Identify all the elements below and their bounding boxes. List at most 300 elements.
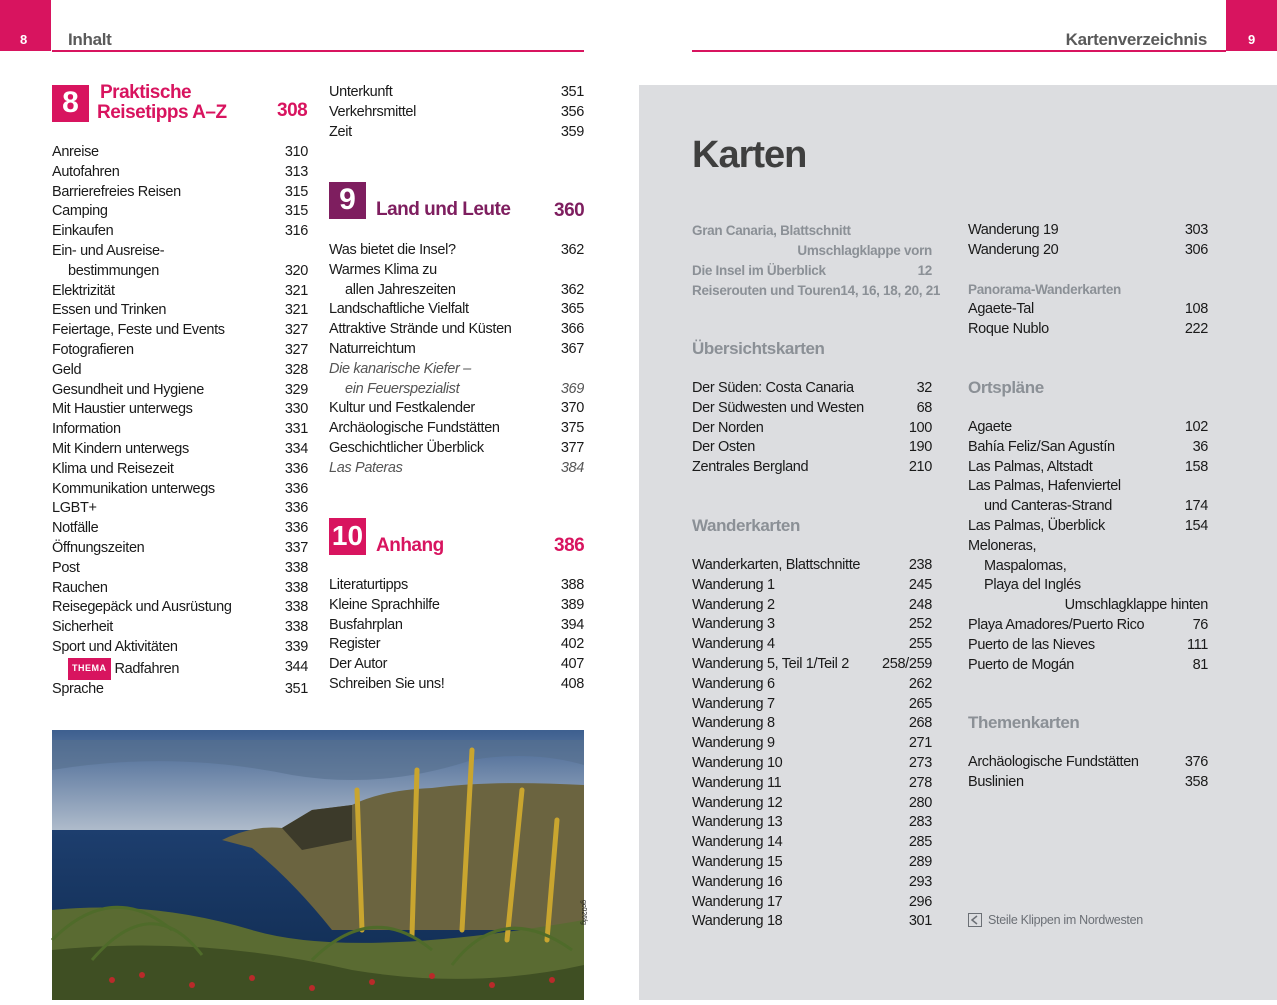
toc-entry [329, 616, 584, 636]
toc-entry-page: 388 [560, 577, 584, 593]
toc-entry-label: Wanderung 15 [692, 853, 783, 870]
toc-entry-label: Die kanarische Kiefer – [329, 360, 471, 377]
wander-list-continued [968, 221, 1208, 261]
toc-entry-page: 265 [908, 695, 932, 712]
toc-entry [968, 477, 1208, 497]
section-title-panorama: Panorama-Wanderkarten [968, 282, 1121, 297]
toc-entry-label: Barrierefreies Reisen [52, 183, 181, 200]
toc-entry [329, 655, 584, 675]
toc-entry [329, 83, 584, 103]
toc-entry-label: Register [329, 636, 381, 653]
toc-entry-label: Playa del Inglés [984, 577, 1081, 594]
toc-entry [52, 598, 308, 618]
toc-entry-page: 389 [560, 596, 584, 613]
toc-entry-label: Wanderung 10 [692, 754, 783, 771]
chapter-title-line1: Praktische [100, 82, 192, 103]
landscape-photo [52, 730, 587, 1000]
toc-entry-label: Unterkunft [329, 84, 393, 100]
toc-entry-label: Der Autor [329, 656, 388, 673]
toc-entry [692, 873, 932, 893]
toc-entry-page: 293 [908, 873, 932, 890]
toc-entry-label: Zeit [329, 123, 352, 140]
photo-caption [968, 913, 1143, 927]
toc-entry-label: Öffnungszeiten [52, 539, 145, 556]
toc-entry-label: Gran Canaria, Blattschnitt [692, 223, 851, 238]
toc-entry [52, 638, 308, 658]
overview-entries [692, 221, 941, 301]
toc-entry-label: Mit Haustier unterwegs [52, 401, 193, 418]
toc-entry-label: Der Osten [692, 439, 755, 456]
page-number-tab [0, 0, 51, 51]
toc-entry [692, 893, 932, 913]
toc-entry-page: 338 [284, 599, 308, 616]
toc-entry [692, 615, 932, 635]
toc-entry [692, 655, 932, 675]
toc-entry-label: Puerto de Mogán [968, 656, 1074, 673]
toc-entry-label: Naturreichtum [329, 340, 416, 357]
toc-entry-page: 320 [284, 262, 308, 279]
toc-entry-label: Archäologische Fundstätten [329, 420, 500, 437]
toc-entry-page: 362 [560, 242, 584, 258]
toc-entry-page: 296 [908, 893, 932, 910]
toc-entry-page: Umschlagklappe vorn [797, 243, 932, 258]
toc-entry-label: Einkaufen [52, 223, 114, 240]
toc-entry-label: Wanderung 20 [968, 241, 1059, 258]
toc-entry-page: 351 [560, 84, 584, 100]
toc-entry-label: Wanderung 14 [692, 834, 783, 851]
toc-entry [329, 399, 584, 419]
toc-entry-page: 280 [908, 794, 932, 811]
toc-entry [52, 618, 308, 638]
toc-entry [692, 813, 932, 833]
toc-entry [968, 438, 1208, 458]
toc-entry-label: Wanderung 17 [692, 893, 783, 910]
toc-entry-label: Sprache [52, 680, 104, 697]
toc-entry [52, 460, 308, 480]
toc-entry-page: 36 [1192, 438, 1208, 455]
toc-entry-page: 358 [1184, 773, 1208, 790]
toc-entry [968, 458, 1208, 478]
toc-entry-label: Was bietet die Insel? [329, 242, 456, 258]
page-title: Karten [692, 134, 807, 176]
toc-entry [329, 103, 584, 123]
toc-entry-label: Maspalomas, [984, 557, 1067, 574]
toc-entry [968, 576, 1208, 596]
toc-entry-page: 376 [1184, 754, 1208, 770]
toc-entry-page: 76 [1192, 616, 1208, 633]
toc-entry-page: 268 [908, 715, 932, 732]
toc-entry-label: Buslinien [968, 773, 1024, 790]
toc-entry-page: 313 [284, 163, 308, 180]
header-rule [52, 50, 584, 52]
toc-entry [329, 459, 584, 479]
toc-entry-page: 336 [284, 480, 308, 497]
toc-entry-label: Agaete-Tal [968, 301, 1034, 317]
toc-entry-page: 356 [560, 103, 584, 120]
toc-entry-label: Busfahrplan [329, 616, 403, 633]
toc-entry-page: 327 [284, 341, 308, 358]
toc-entry-label: bestimmungen [68, 262, 159, 279]
toc-entry-page: 310 [284, 144, 308, 160]
toc-entry [692, 635, 932, 655]
toc-entry-page: 407 [560, 656, 584, 673]
chapter-page: 360 [554, 200, 585, 221]
running-header: Kartenverzeichnis [1065, 30, 1207, 49]
toc-entry-label: Autofahren [52, 163, 120, 180]
toc-entry-label: Puerto de las Nieves [968, 636, 1095, 653]
running-header: Inhalt [68, 30, 112, 49]
toc-entry-page: Umschlagklappe hinten [1064, 597, 1208, 614]
toc-entry [692, 774, 932, 794]
toc-entry-label: Verkehrsmittel [329, 103, 416, 120]
chapter-page: 308 [277, 100, 308, 121]
toc-entry-page: 278 [908, 774, 932, 791]
section-title-ortsplaene: Ortspläne [968, 378, 1044, 397]
toc-entry-page: 334 [284, 440, 308, 457]
toc-entry [968, 517, 1208, 537]
toc-entry-page: 337 [284, 539, 308, 556]
toc-entry [52, 163, 308, 183]
toc-entry-label: Wanderung 8 [692, 715, 775, 732]
toc-entry [692, 221, 932, 241]
themen-list [968, 753, 1208, 793]
chapter-number: 8 [52, 85, 89, 122]
toc-entry [52, 559, 308, 579]
toc-entry-label: Die Insel im Überblick [692, 263, 826, 278]
toc-entry [692, 379, 932, 399]
toc-entry [329, 320, 584, 340]
toc-entry-label: Wanderung 3 [692, 616, 775, 633]
toc-entry-label: Wanderung 19 [968, 222, 1059, 238]
toc-entry-page: 100 [908, 419, 932, 436]
toc-entry-page: 14, 16, 18, 20, 21 [840, 283, 941, 298]
toc-entry [692, 399, 932, 419]
toc-entry [692, 458, 932, 478]
toc-entry-page: 394 [560, 616, 584, 633]
toc-entry [692, 438, 932, 458]
toc-entry-label: Ein- und Ausreise- [52, 242, 165, 259]
toc-entry-page: 210 [908, 459, 932, 476]
toc-entry-label: allen Jahreszeiten [345, 281, 456, 298]
toc-entry [52, 183, 308, 203]
toc-entry-label: Wanderung 1 [692, 576, 775, 593]
toc-entry-page: 336 [284, 500, 308, 517]
chapter-page: 386 [554, 535, 585, 556]
toc-entry [968, 221, 1208, 241]
toc-entry [692, 419, 932, 439]
toc-entry-label: Wanderkarten, Blattschnitte [692, 557, 861, 573]
section-title-wander: Wanderkarten [692, 516, 800, 535]
toc-entry-page: 321 [284, 302, 308, 319]
toc-entry-page: 245 [908, 576, 932, 593]
chapter-heading-9 [329, 180, 510, 220]
toc-entry-label: Sicherheit [52, 619, 113, 636]
toc-entry-page: 338 [284, 619, 308, 636]
toc-entry [329, 380, 584, 400]
toc-entry-page: 339 [284, 638, 308, 655]
toc-entry-page: 32 [916, 380, 932, 396]
toc-entry-page: 111 [1187, 636, 1208, 653]
toc-entry-page: 331 [284, 421, 308, 438]
toc-entry [692, 734, 932, 754]
toc-entry-label: Rauchen [52, 579, 108, 596]
toc-entry-page: 315 [284, 183, 308, 200]
toc-entry-label: Feiertage, Feste und Events [52, 322, 225, 339]
toc-entry-label: ein Feuerspezialist [345, 380, 460, 397]
toc-entry [52, 440, 308, 460]
toc-entry-label: Wanderung 5, Teil 1/Teil 2 [692, 655, 849, 672]
toc-entry [692, 261, 932, 281]
toc-entry-page: 108 [1184, 301, 1208, 317]
toc-entry-label: Reisegepäck und Ausrüstung [52, 599, 232, 616]
toc-entry-label: und Canteras-Strand [984, 498, 1112, 515]
toc-entry-page: 338 [284, 559, 308, 576]
toc-entry-label: Wanderung 11 [692, 774, 782, 791]
toc-entry [692, 794, 932, 814]
toc-entry-page: 362 [560, 281, 584, 298]
toc-entry [968, 636, 1208, 656]
toc-entry [52, 381, 308, 401]
toc-entry-page: 365 [560, 301, 584, 318]
toc-entry-label: Der Norden [692, 419, 764, 436]
toc-entry-page: 338 [284, 579, 308, 596]
toc-entry-page: 351 [284, 680, 308, 697]
toc-entry [329, 281, 584, 301]
toc-entry [968, 616, 1208, 636]
toc-entry-label: Klima und Reisezeit [52, 460, 174, 477]
toc-entry-page: 321 [284, 282, 308, 299]
chapter-heading-10 [329, 516, 444, 556]
toc-entry-label: Fotografieren [52, 341, 134, 358]
toc-entry [52, 282, 308, 302]
toc-entry-label: Mit Kindern unterwegs [52, 440, 189, 457]
toc-entry [329, 261, 584, 281]
toc-entry-label: Playa Amadores/Puerto Rico [968, 616, 1145, 633]
toc-entry [329, 300, 584, 320]
toc-entry-label: Las Palmas, Überblick [968, 517, 1105, 534]
toc-entry [968, 497, 1208, 517]
toc-entry [968, 300, 1208, 320]
toc-entry [329, 419, 584, 439]
toc-entry [692, 556, 932, 576]
toc-entry [692, 241, 932, 261]
toc-entry-page: 329 [284, 381, 308, 398]
toc-entry-page: 262 [908, 675, 932, 692]
toc-entry-label: Der Süden: Costa Canaria [692, 380, 854, 396]
toc-entry-label: Camping [52, 203, 108, 220]
toc-entry-page: 330 [284, 401, 308, 418]
toc-entry-label: Post [52, 559, 80, 576]
toc-column-1 [52, 143, 308, 699]
toc-entry-page: 369 [560, 380, 584, 397]
chapter-number: 10 [329, 518, 366, 555]
toc-entry [692, 695, 932, 715]
toc-entry [968, 656, 1208, 676]
chapter-title: Land und Leute [376, 199, 511, 220]
toc-entry [52, 242, 308, 262]
toc-entry [52, 301, 308, 321]
toc-entry [968, 596, 1208, 616]
toc-entry-page: 222 [1184, 320, 1208, 337]
toc-entry-page: 303 [1184, 222, 1208, 238]
toc-entry-label: Geld [52, 361, 82, 378]
toc-column-2-bottom [329, 576, 584, 695]
toc-entry [52, 420, 308, 440]
toc-entry-label: Archäologische Fundstätten [968, 754, 1139, 770]
chapter-title-line2: Reisetipps A–Z [97, 102, 227, 123]
toc-entry-label: Wanderung 6 [692, 675, 775, 692]
photo-credit: gc026fg [580, 900, 587, 925]
toc-entry-page: 154 [1184, 517, 1208, 534]
chapter-title: Anhang [376, 535, 444, 556]
toc-entry-label: Sport und Aktivitäten [52, 638, 178, 655]
toc-entry-label: Wanderung 12 [692, 794, 783, 811]
toc-entry [692, 853, 932, 873]
thema-badge: THEMA [68, 658, 111, 680]
toc-entry-label: Agaete [968, 419, 1012, 435]
toc-entry-page: 336 [284, 460, 308, 477]
toc-entry [329, 635, 584, 655]
toc-entry [329, 439, 584, 459]
toc-entry-label: Las Pateras [329, 459, 403, 476]
section-title-themen: Themenkarten [968, 713, 1080, 732]
page-number: 9 [1248, 32, 1256, 47]
toc-entry-page: 327 [284, 322, 308, 339]
toc-entry [52, 361, 308, 381]
toc-entry-page: 158 [1184, 458, 1208, 475]
toc-entry-label: Kleine Sprachhilfe [329, 596, 440, 613]
toc-entry-label: Essen und Trinken [52, 302, 167, 319]
toc-entry [692, 281, 941, 301]
coast-photo-illustration [52, 730, 587, 1000]
toc-entry [692, 576, 932, 596]
toc-entry-label: THEMA Radfahren [52, 658, 179, 680]
toc-entry-label: Information [52, 421, 121, 438]
toc-entry-label: Anreise [52, 144, 99, 160]
toc-entry [329, 596, 584, 616]
toc-entry-label: Notfälle [52, 520, 99, 537]
toc-entry-page: 283 [908, 814, 932, 831]
toc-entry [692, 714, 932, 734]
toc-entry-label: Roque Nublo [968, 320, 1049, 337]
toc-entry-page: 301 [908, 913, 932, 930]
toc-entry [52, 321, 308, 341]
toc-entry-page: 359 [560, 123, 584, 140]
toc-entry-label: Landschaftliche Vielfalt [329, 301, 469, 318]
toc-entry-label: Meloneras, [968, 537, 1037, 554]
uebersicht-list [692, 379, 932, 478]
toc-entry [329, 340, 584, 360]
toc-entry-page: 384 [560, 459, 584, 476]
toc-entry-page: 81 [1192, 656, 1208, 673]
toc-entry [52, 579, 308, 599]
toc-entry [52, 519, 308, 539]
toc-entry-label: Literaturtipps [329, 577, 408, 593]
toc-entry [692, 754, 932, 774]
toc-entry-label: Wanderung 13 [692, 814, 783, 831]
wander-list [692, 556, 932, 932]
toc-entry [968, 753, 1208, 773]
arrow-left-icon [968, 913, 982, 927]
toc-entry [52, 262, 308, 282]
toc-entry-page: 238 [908, 557, 932, 573]
toc-entry [692, 912, 932, 932]
toc-entry-label: Attraktive Strände und Küsten [329, 321, 512, 338]
page-number-tab [1226, 0, 1277, 51]
toc-entry [52, 499, 308, 519]
toc-entry [692, 833, 932, 853]
toc-entry-page: 306 [1184, 241, 1208, 258]
caption-text: Steile Klippen im Nordwesten [988, 913, 1143, 927]
toc-entry [968, 418, 1208, 438]
toc-entry-page: 370 [560, 400, 584, 417]
toc-entry-page: 336 [284, 520, 308, 537]
toc-entry-label: Kultur und Festkalender [329, 400, 475, 417]
page-number: 8 [20, 32, 28, 47]
chapter-heading-8 [52, 83, 227, 123]
toc-entry-page: 377 [560, 439, 584, 456]
toc-entry [52, 400, 308, 420]
toc-entry-label: Gesundheit und Hygiene [52, 381, 204, 398]
toc-entry-page: 344 [284, 658, 308, 675]
chapter-title [97, 83, 227, 123]
toc-entry-label: Kommunikation unterwegs [52, 480, 215, 497]
toc-entry-page: 315 [284, 203, 308, 220]
chapter-number: 9 [329, 182, 366, 219]
toc-entry-page: 289 [908, 853, 932, 870]
toc-entry-label: LGBT+ [52, 500, 97, 517]
toc-column-2-mid [329, 241, 584, 479]
toc-entry [52, 341, 308, 361]
header-rule [692, 50, 1226, 52]
toc-entry [968, 537, 1208, 557]
toc-entry-label: Wanderung 18 [692, 913, 783, 930]
toc-entry [692, 596, 932, 616]
toc-entry-label: Bahía Feliz/San Agustín [968, 438, 1115, 455]
toc-entry-label: Wanderung 16 [692, 873, 783, 890]
toc-entry [52, 222, 308, 242]
toc-entry [692, 675, 932, 695]
toc-entry [329, 675, 584, 695]
toc-entry-page: 248 [908, 596, 932, 613]
toc-entry-page: 102 [1184, 419, 1208, 435]
toc-entry-page: 375 [560, 420, 584, 437]
toc-entry-page: 255 [908, 636, 932, 653]
toc-entry-page: 190 [908, 439, 932, 456]
toc-entry [52, 480, 308, 500]
toc-entry [968, 557, 1208, 577]
toc-entry [52, 658, 308, 680]
toc-entry-page: 328 [284, 361, 308, 378]
toc-entry-label: Geschichtlicher Überblick [329, 439, 484, 456]
toc-entry-page: 366 [560, 321, 584, 338]
toc-entry-label: Las Palmas, Altstadt [968, 458, 1093, 475]
toc-entry-label: Warmes Klima zu [329, 261, 437, 278]
toc-entry-page: 258/259 [882, 655, 932, 672]
toc-entry-label: Der Südwesten und Westen [692, 399, 864, 416]
panorama-list [968, 300, 1208, 340]
toc-entry-label: Las Palmas, Hafenviertel [968, 478, 1121, 495]
toc-entry [329, 360, 584, 380]
toc-entry-label: Zentrales Bergland [692, 459, 809, 476]
toc-entry [52, 143, 308, 163]
toc-entry [968, 773, 1208, 793]
toc-entry-page: 402 [560, 636, 584, 653]
toc-entry-label: Wanderung 2 [692, 596, 775, 613]
toc-entry [329, 123, 584, 143]
toc-entry-label: Reiserouten und Touren [692, 283, 841, 298]
toc-entry-page: 408 [560, 675, 584, 692]
